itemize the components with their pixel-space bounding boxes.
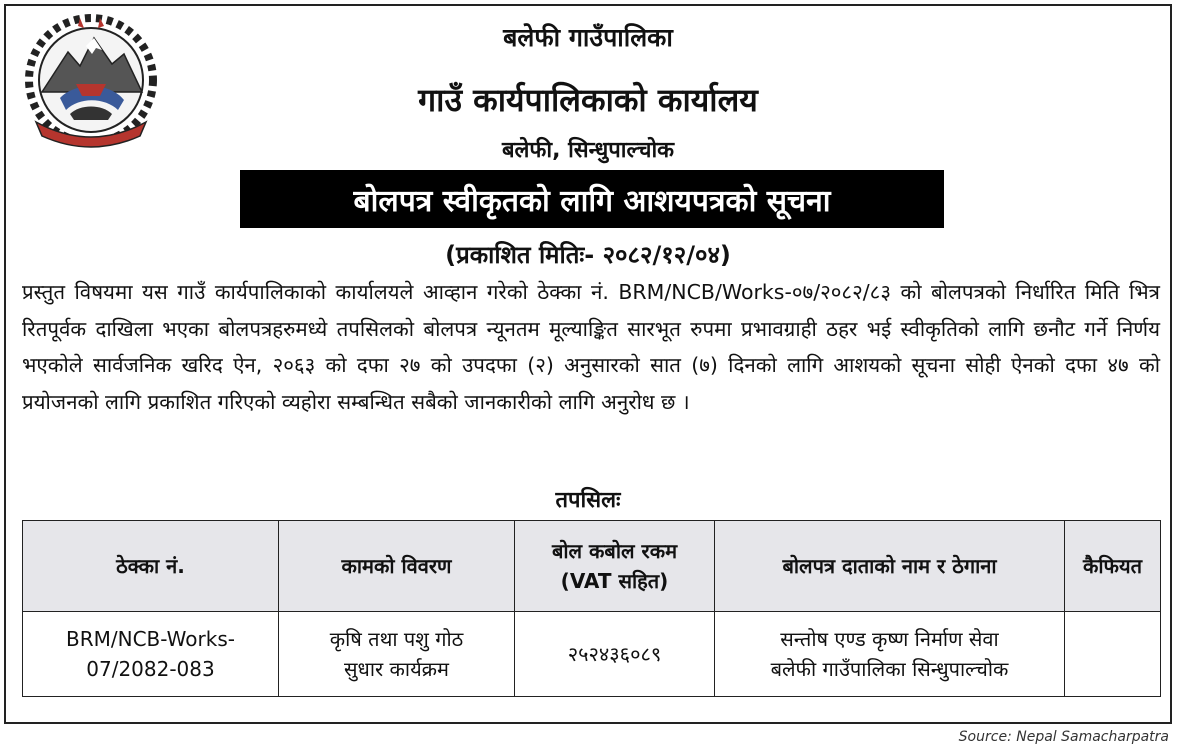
- notice-title-bar: [240, 170, 944, 228]
- office-name: गाउँ कार्यपालिकाको कार्यालय: [418, 81, 758, 119]
- organization-name: बलेफी गाउँपालिका: [503, 23, 673, 52]
- table-header-row: [23, 521, 1161, 612]
- contract-no-line-1: BRM/NCB-Works-: [66, 627, 235, 651]
- header-bid-amount-note: (VAT सहित): [560, 569, 669, 593]
- description-line-2: सुधार कार्यक्रम: [344, 657, 449, 681]
- bidder-address: बलेफी गाउँपालिका सिन्धुपाल्चोक: [770, 657, 1009, 681]
- cell-bid-amount: २५२४३६०८९: [515, 612, 715, 697]
- notice-title: बोलपत्र स्वीकृतको लागि आशयपत्रको सूचना: [353, 183, 831, 219]
- header-remarks: कैफियत: [1065, 521, 1161, 612]
- header-contract-no: ठेक्का नं.: [23, 521, 279, 612]
- cell-description: [279, 612, 515, 697]
- header-bid-amount-label: बोल कबोल रकम: [551, 539, 678, 563]
- cell-bidder: [715, 612, 1065, 697]
- cell-contract-no: [23, 612, 279, 697]
- table-row: [23, 612, 1161, 697]
- notice-body: प्रस्तुत विषयमा यस गाउँ कार्यपालिकाको कार्यालयले आव्हान गरेको ठेक्का नं. BRM/NCB/Works-०७/२०८२/८३ को बोलपत्रको निर्धारित मिति भित्र रितपूर्वक दाखिला भएका बोलपत्रहरुमध्ये तपसिलको बोलपत्र न्यूनतम मूल्याङ्कित सारभूत रुपमा प्रभावग्राही ठहर भई स्वीकृतिको लागि छनौट गर्ने निर्णय भएकोले सार्वजनिक खरिद ऐन, २०६३ को दफा २७ को उपदफा (२) अनुसारको सात (७) दिनको लागि आशयको सूचना सोही ऐनको दफा ४७ को प्रयोजनको लागि प्रकाशित गरिएको व्यहोरा सम्बन्धित सबैको जानकारीको लागि अनुरोध छ ।: [22, 280, 1160, 414]
- contract-no-line-2: 07/2082-083: [86, 657, 215, 681]
- schedule-label: तपसिलः: [555, 488, 621, 513]
- header-bidder: बोलपत्र दाताको नाम र ठेगाना: [715, 521, 1065, 612]
- bidder-name: सन्तोष एण्ड कृष्ण निर्माण सेवा: [780, 627, 999, 651]
- schedule-table: [22, 520, 1161, 697]
- source-credit: Source: Nepal Samacharpatra: [958, 729, 1169, 745]
- office-location: बलेफी, सिन्धुपाल्चोक: [501, 138, 675, 163]
- cell-remarks: [1065, 612, 1161, 697]
- notice-frame: [4, 4, 1172, 724]
- description-line-1: कृषि तथा पशु गोठ: [329, 627, 464, 651]
- header-bid-amount: [515, 521, 715, 612]
- published-date: (प्रकाशित मितिः- २०८२/१२/०४): [445, 241, 731, 269]
- header-description: कामको विवरण: [279, 521, 515, 612]
